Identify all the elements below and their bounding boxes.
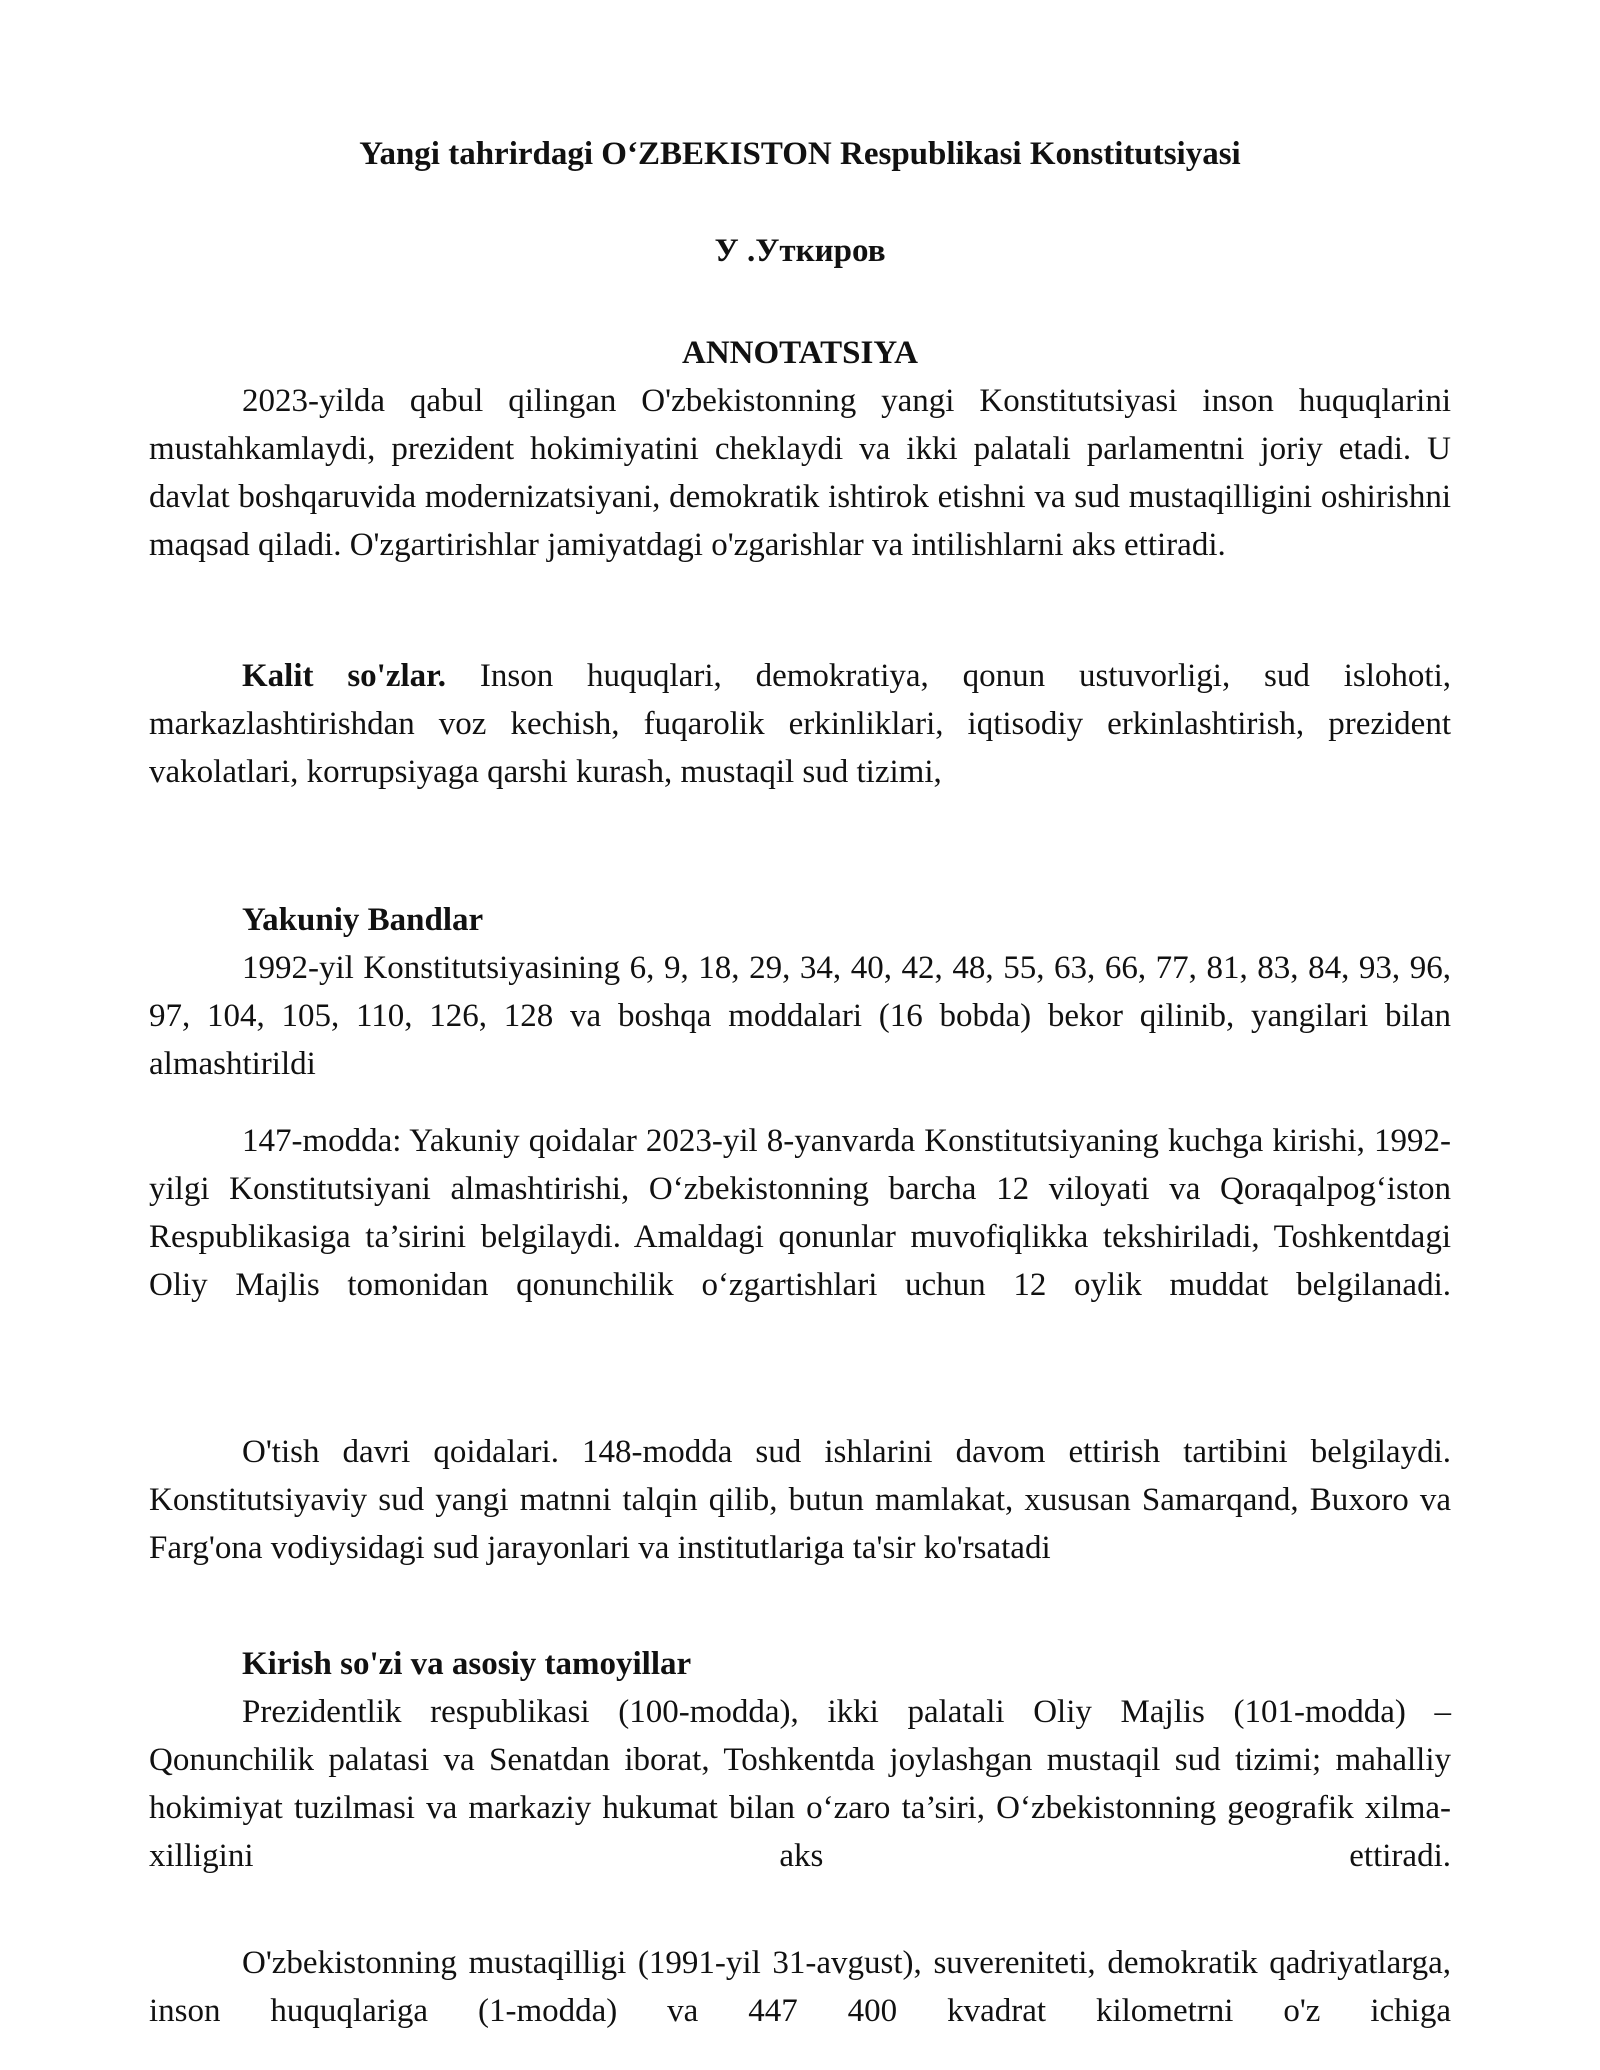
section2-paragraph-1: Prezidentlik respublikasi (100-modda), ikki palatali Oliy Majlis (101-modda) – Qonunchilik palatasi va Senatdan iborat, Toshkentda joylashgan mustaqil sud tizimi; mahalliy hokimiyat tuzilmasi va markaziy hukumat bilan o‘zaro ta’siri, O‘zbekistonning geografik xilma-xilligini aks ettiradi. [149, 1694, 1451, 1874]
section1-paragraph-3: O'tish davri qoidalari. 148-modda sud ishlarini davom ettirish tartibini belgilaydi. Konstitutsiyaviy sud yangi matnni talqin qilib, butun mamlakat, xususan Samarqand, Buxoro va Farg'ona vodiysidagi sud jarayonlari va institutlariga ta'sir ko'rsatadi [149, 1434, 1451, 1566]
section1-paragraph-2: 147-modda: Yakuniy qoidalar 2023-yil 8-yanvarda Konstitutsiyaning kuchga kirishi, 1992-yilgi Konstitutsiyani almashtirishi, O‘zbekistonning barcha 12 viloyati va Qoraqalpog‘iston Respublikasiga ta’sirini belgilaydi. Amaldagi qonunlar muvofiqlikka tekshiriladi, Toshkentdagi Oliy Majlis tomonidan qonunchilik o‘zgartishlari uchun 12 oylik muddat belgilanadi. [149, 1123, 1451, 1303]
keywords-label: Kalit so'zlar. [242, 658, 447, 694]
section1-paragraph-1: 1992-yil Konstitutsiyasining 6, 9, 18, 29, 34, 40, 42, 48, 55, 63, 66, 77, 81, 83, 84, 93, 96, 97, 104, 105, 110, 126, 128 va boshqa moddalari (16 bobda) bekor qilinib, yangilari bilan almashtirildi [149, 950, 1451, 1082]
annotation-heading: ANNOTATSIYA [682, 335, 918, 371]
author-name: У .Уткиров [714, 233, 886, 269]
section2-paragraph-2: O'zbekistonning mustaqilligi (1991-yil 31-avgust), suvereniteti, demokratik qadriyatlarga, inson huquqlariga (1-modda) va 447 400 kvadrat kilometrni o'z ichiga [149, 1945, 1451, 2029]
keywords-paragraph [149, 652, 1451, 796]
document-title: Yangi tahrirdagi O‘ZBEKISTON Respublikasi Konstitutsiyasi [359, 136, 1241, 172]
keywords-list: Inson huquqlari, demokratiya, qonun ustuvorligi, sud islohoti, markazlashtirishdan voz kechish, fuqarolik erkinliklari, iqtisodiy erkinlashtirish, prezident vakolatlari, korrupsiyaga qarshi kurash, mustaqil sud tizimi, [149, 658, 1451, 790]
section-heading-kirish-sozi: Kirish so'zi va asosiy tamoyillar [242, 1646, 692, 1682]
section-heading-yakuniy-bandlar: Yakuniy Bandlar [242, 902, 484, 938]
annotation-paragraph: 2023-yilda qabul qilingan O'zbekistonning yangi Konstitutsiyasi inson huquqlarini mustahkamlaydi, prezident hokimiyatini cheklaydi va ikki palatali parlamentni joriy etadi. U davlat boshqaruvida modernizatsiyani, demokratik ishtirok etishni va sud mustaqilligini oshirishni maqsad qiladi. O'zgartirishlar jamiyatdagi o'zgarishlar va intilishlarni aks ettiradi. [149, 383, 1451, 563]
